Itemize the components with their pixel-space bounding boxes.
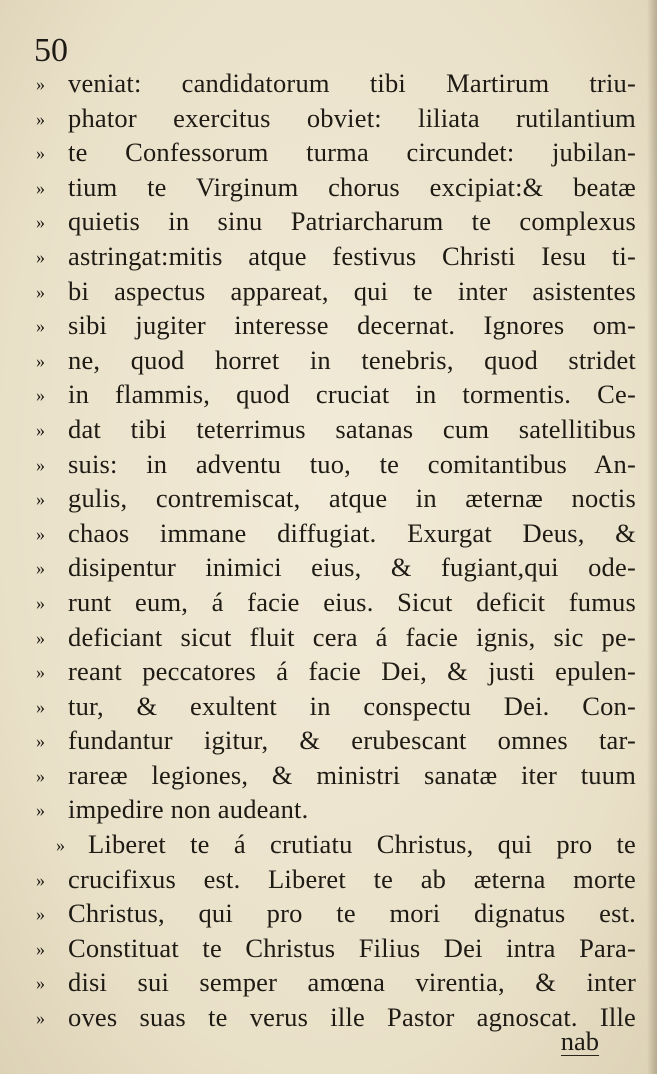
text-line — [36, 170, 636, 205]
text-line — [36, 689, 636, 724]
line-text: astringat:mitis atque festivus Christi Iesu ti- — [68, 240, 636, 271]
text-line — [36, 896, 636, 931]
line-text: phator exercitus obviet: liliata rutilantium — [68, 102, 636, 133]
text-line — [36, 447, 636, 482]
text-line — [36, 965, 636, 1000]
text-line — [36, 862, 636, 897]
line-text: dat tibi teterrimus satanas cum satellitibus — [68, 413, 636, 444]
quote-mark: » — [36, 74, 46, 94]
line-text: Liberet te á crutiatu Christus, qui pro te — [88, 829, 636, 860]
text-line — [36, 654, 636, 689]
text-line — [36, 827, 636, 862]
quote-mark: » — [36, 869, 46, 890]
line-text: te Confessorum turma circundet: jubilan- — [68, 137, 636, 168]
quote-mark: » — [36, 765, 46, 786]
text-line — [36, 239, 636, 274]
quote-mark: » — [36, 385, 46, 406]
line-text: rareæ legiones, & ministri sanatæ iter tuum — [68, 759, 636, 790]
line-text: bi aspectus appareat, qui te inter asistentes — [68, 275, 636, 306]
quote-mark: » — [36, 316, 46, 337]
text-line — [36, 343, 636, 378]
text-line — [36, 758, 636, 793]
page-edge-shadow — [647, 0, 657, 1074]
line-text: reant peccatores á facie Dei, & justi epulen- — [68, 656, 636, 687]
line-text: runt eum, á facie eius. Sicut deficit fumus — [68, 586, 636, 617]
quote-mark: » — [36, 662, 46, 683]
quote-mark: » — [36, 973, 46, 994]
line-text: Christus, qui pro te mori dignatus est. — [68, 898, 636, 929]
quote-mark: » — [36, 523, 46, 544]
line-text: deficiant sicut fluit cera á facie ignis, sic pe- — [68, 621, 636, 652]
line-text: veniat: candidatorum tibi Martirum triu- — [68, 68, 636, 98]
quote-mark: » — [36, 177, 46, 198]
text-line — [36, 377, 636, 412]
text-line — [36, 550, 636, 585]
quote-mark: » — [36, 696, 46, 717]
text-line — [36, 274, 636, 309]
quote-mark: » — [36, 489, 46, 510]
quote-mark: » — [56, 835, 66, 856]
quote-mark: » — [36, 592, 46, 613]
quote-mark: » — [36, 1008, 46, 1029]
quote-mark: » — [36, 143, 46, 164]
quote-mark: » — [36, 627, 46, 648]
line-text: tur, & exultent in conspectu Dei. Con- — [68, 690, 636, 721]
line-text: tium te Virginum chorus excipiat:& beatæ — [68, 171, 636, 202]
quote-mark: » — [36, 246, 46, 267]
line-text: sibi jugiter interesse decernat. Ignores om- — [68, 310, 636, 341]
text-line — [36, 101, 636, 136]
line-text: chaos immane diffugiat. Exurgat Deus, & — [68, 517, 636, 548]
text-line — [36, 481, 636, 516]
quote-mark: » — [36, 731, 46, 752]
line-text: quietis in sinu Patriarcharum te complexus — [68, 206, 636, 237]
text-line — [36, 931, 636, 966]
line-text: disi sui semper amœna virentia, & inter — [68, 967, 636, 998]
text-line — [36, 620, 636, 655]
quote-mark: » — [36, 800, 46, 821]
line-text: disipentur inimici eius, & fugiant,qui ode- — [68, 552, 636, 583]
quote-mark: » — [36, 558, 46, 579]
text-line — [36, 412, 636, 447]
text-line — [36, 792, 636, 827]
line-text: in flammis, quod cruciat in tormentis. Ce- — [68, 379, 636, 410]
line-text: Constituat te Christus Filius Dei intra Para- — [68, 932, 636, 963]
quote-mark: » — [36, 454, 46, 475]
line-text: ne, quod horret in tenebris, quod stridet — [68, 344, 636, 375]
line-text: oves suas te verus ille Pastor agnoscat. Ille — [68, 1002, 636, 1033]
line-text: fundantur igitur, & erubescant omnes tar- — [68, 725, 636, 756]
quote-mark: » — [36, 281, 46, 302]
text-line — [36, 308, 636, 343]
quote-mark: » — [36, 904, 46, 925]
text-line — [36, 135, 636, 170]
line-text: crucifixus est. Liberet te ab æterna morte — [68, 863, 636, 894]
quote-mark: » — [36, 419, 46, 440]
catchword: nab — [560, 1026, 599, 1056]
text-line — [36, 723, 636, 758]
quote-mark: » — [36, 108, 46, 129]
line-text: suis: in adventu tuo, te comitantibus An- — [68, 448, 636, 479]
text-line — [36, 66, 636, 101]
line-text: impedire non audeant. — [68, 794, 309, 825]
quote-mark: » — [36, 212, 46, 233]
text-line — [36, 1000, 636, 1035]
page-number: 50 — [34, 32, 68, 69]
text-line — [36, 585, 636, 620]
text-line — [36, 516, 636, 551]
text-line — [36, 204, 636, 239]
text-block — [36, 66, 636, 1035]
quote-mark: » — [36, 938, 46, 959]
line-text: gulis, contremiscat, atque in æternæ noctis — [68, 483, 636, 514]
quote-mark: » — [36, 350, 46, 371]
